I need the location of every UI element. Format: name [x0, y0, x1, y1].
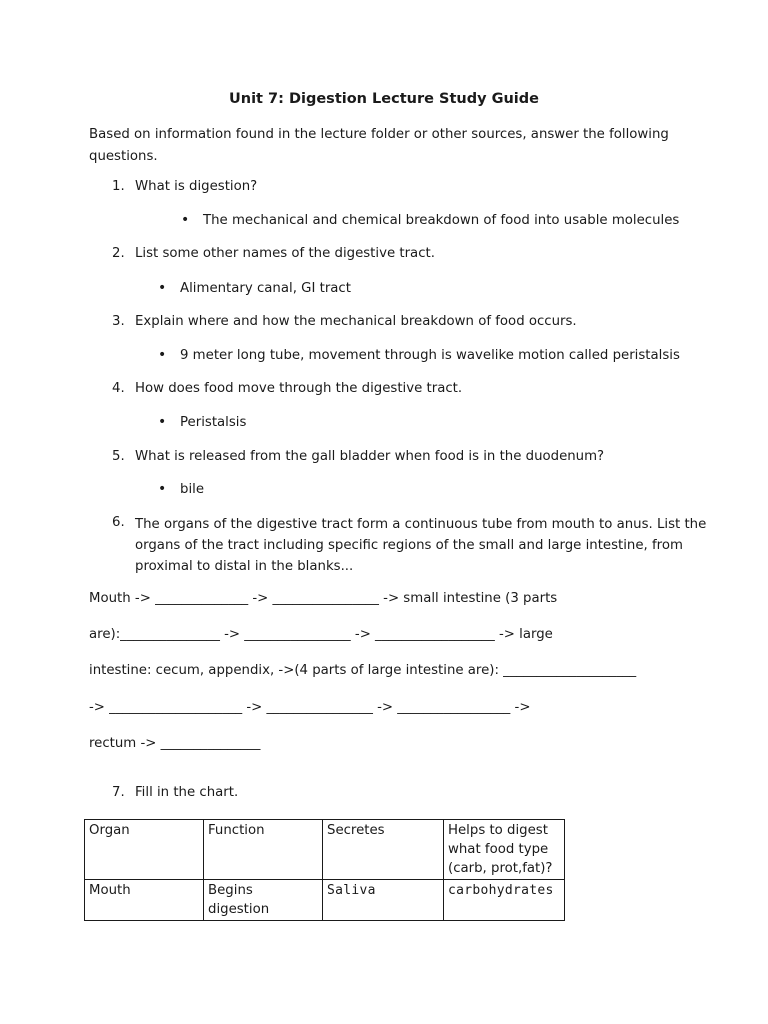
answer-text: 9 meter long tube, movement through is wavelike motion called peristalsis: [180, 348, 680, 363]
fill-in-line[interactable]: intestine: cecum, appendix, ->(4 parts of large intestine are): ____________________: [89, 663, 637, 678]
question-text: Fill in the chart.: [135, 785, 239, 800]
question-number: 7.: [112, 785, 125, 800]
table-header-cell: Organ: [85, 820, 204, 880]
question-text: How does food move through the digestive tract.: [135, 381, 463, 396]
fill-in-line[interactable]: -> ____________________ -> ________________ -> _________________ ->: [89, 700, 531, 715]
bullet-icon: •: [158, 347, 167, 363]
table-cell[interactable]: Mouth: [85, 880, 204, 921]
table-cell[interactable]: carbohydrates: [444, 880, 565, 921]
table-header-cell: Secretes: [323, 820, 444, 880]
fill-in-line[interactable]: are):_______________ -> ________________ -> __________________ -> large: [89, 627, 553, 642]
question-number: 1.: [112, 179, 125, 194]
table-cell[interactable]: Begins digestion: [204, 880, 323, 921]
question-text: Explain where and how the mechanical breakdown of food occurs.: [135, 314, 577, 329]
table-header-cell: Function: [204, 820, 323, 880]
answer-text: Alimentary canal, GI tract: [180, 281, 351, 296]
answer-text: Peristalsis: [180, 415, 247, 430]
question-text: List some other names of the digestive tract.: [135, 246, 435, 261]
question-number: 6.: [112, 515, 125, 530]
intro-paragraph: Based on information found in the lecture folder or other sources, answer the following questions.: [89, 127, 669, 164]
bullet-icon: •: [181, 212, 190, 228]
answer-text: bile: [180, 482, 205, 497]
table-header-cell: Helps to digest what food type (carb, prot,fat)?: [444, 820, 565, 880]
question-text: What is digestion?: [135, 179, 258, 194]
question-number: 3.: [112, 314, 125, 329]
table-row: [85, 880, 565, 921]
question-number: 5.: [112, 449, 125, 464]
bullet-icon: •: [158, 414, 167, 430]
fill-in-line[interactable]: Mouth -> ______________ -> ________________ -> small intestine (3 parts: [89, 591, 558, 606]
question-number: 2.: [112, 246, 125, 261]
bullet-icon: •: [158, 481, 167, 497]
page-title: Unit 7: Digestion Lecture Study Guide: [228, 91, 539, 107]
digestion-chart-table: [84, 819, 565, 921]
bullet-icon: •: [158, 280, 167, 296]
fill-in-line[interactable]: rectum -> _______________: [89, 736, 261, 751]
table-header-row: [85, 820, 565, 880]
question-text: What is released from the gall bladder when food is in the duodenum?: [135, 449, 605, 464]
question-text: The organs of the digestive tract form a continuous tube from mouth to anus. List the organs of the tract including specific regions of the small and large intestine, from proximal to distal in the blanks...: [135, 517, 707, 574]
answer-text: The mechanical and chemical breakdown of food into usable molecules: [203, 213, 680, 228]
question-number: 4.: [112, 381, 125, 396]
table-cell[interactable]: Saliva: [323, 880, 444, 921]
